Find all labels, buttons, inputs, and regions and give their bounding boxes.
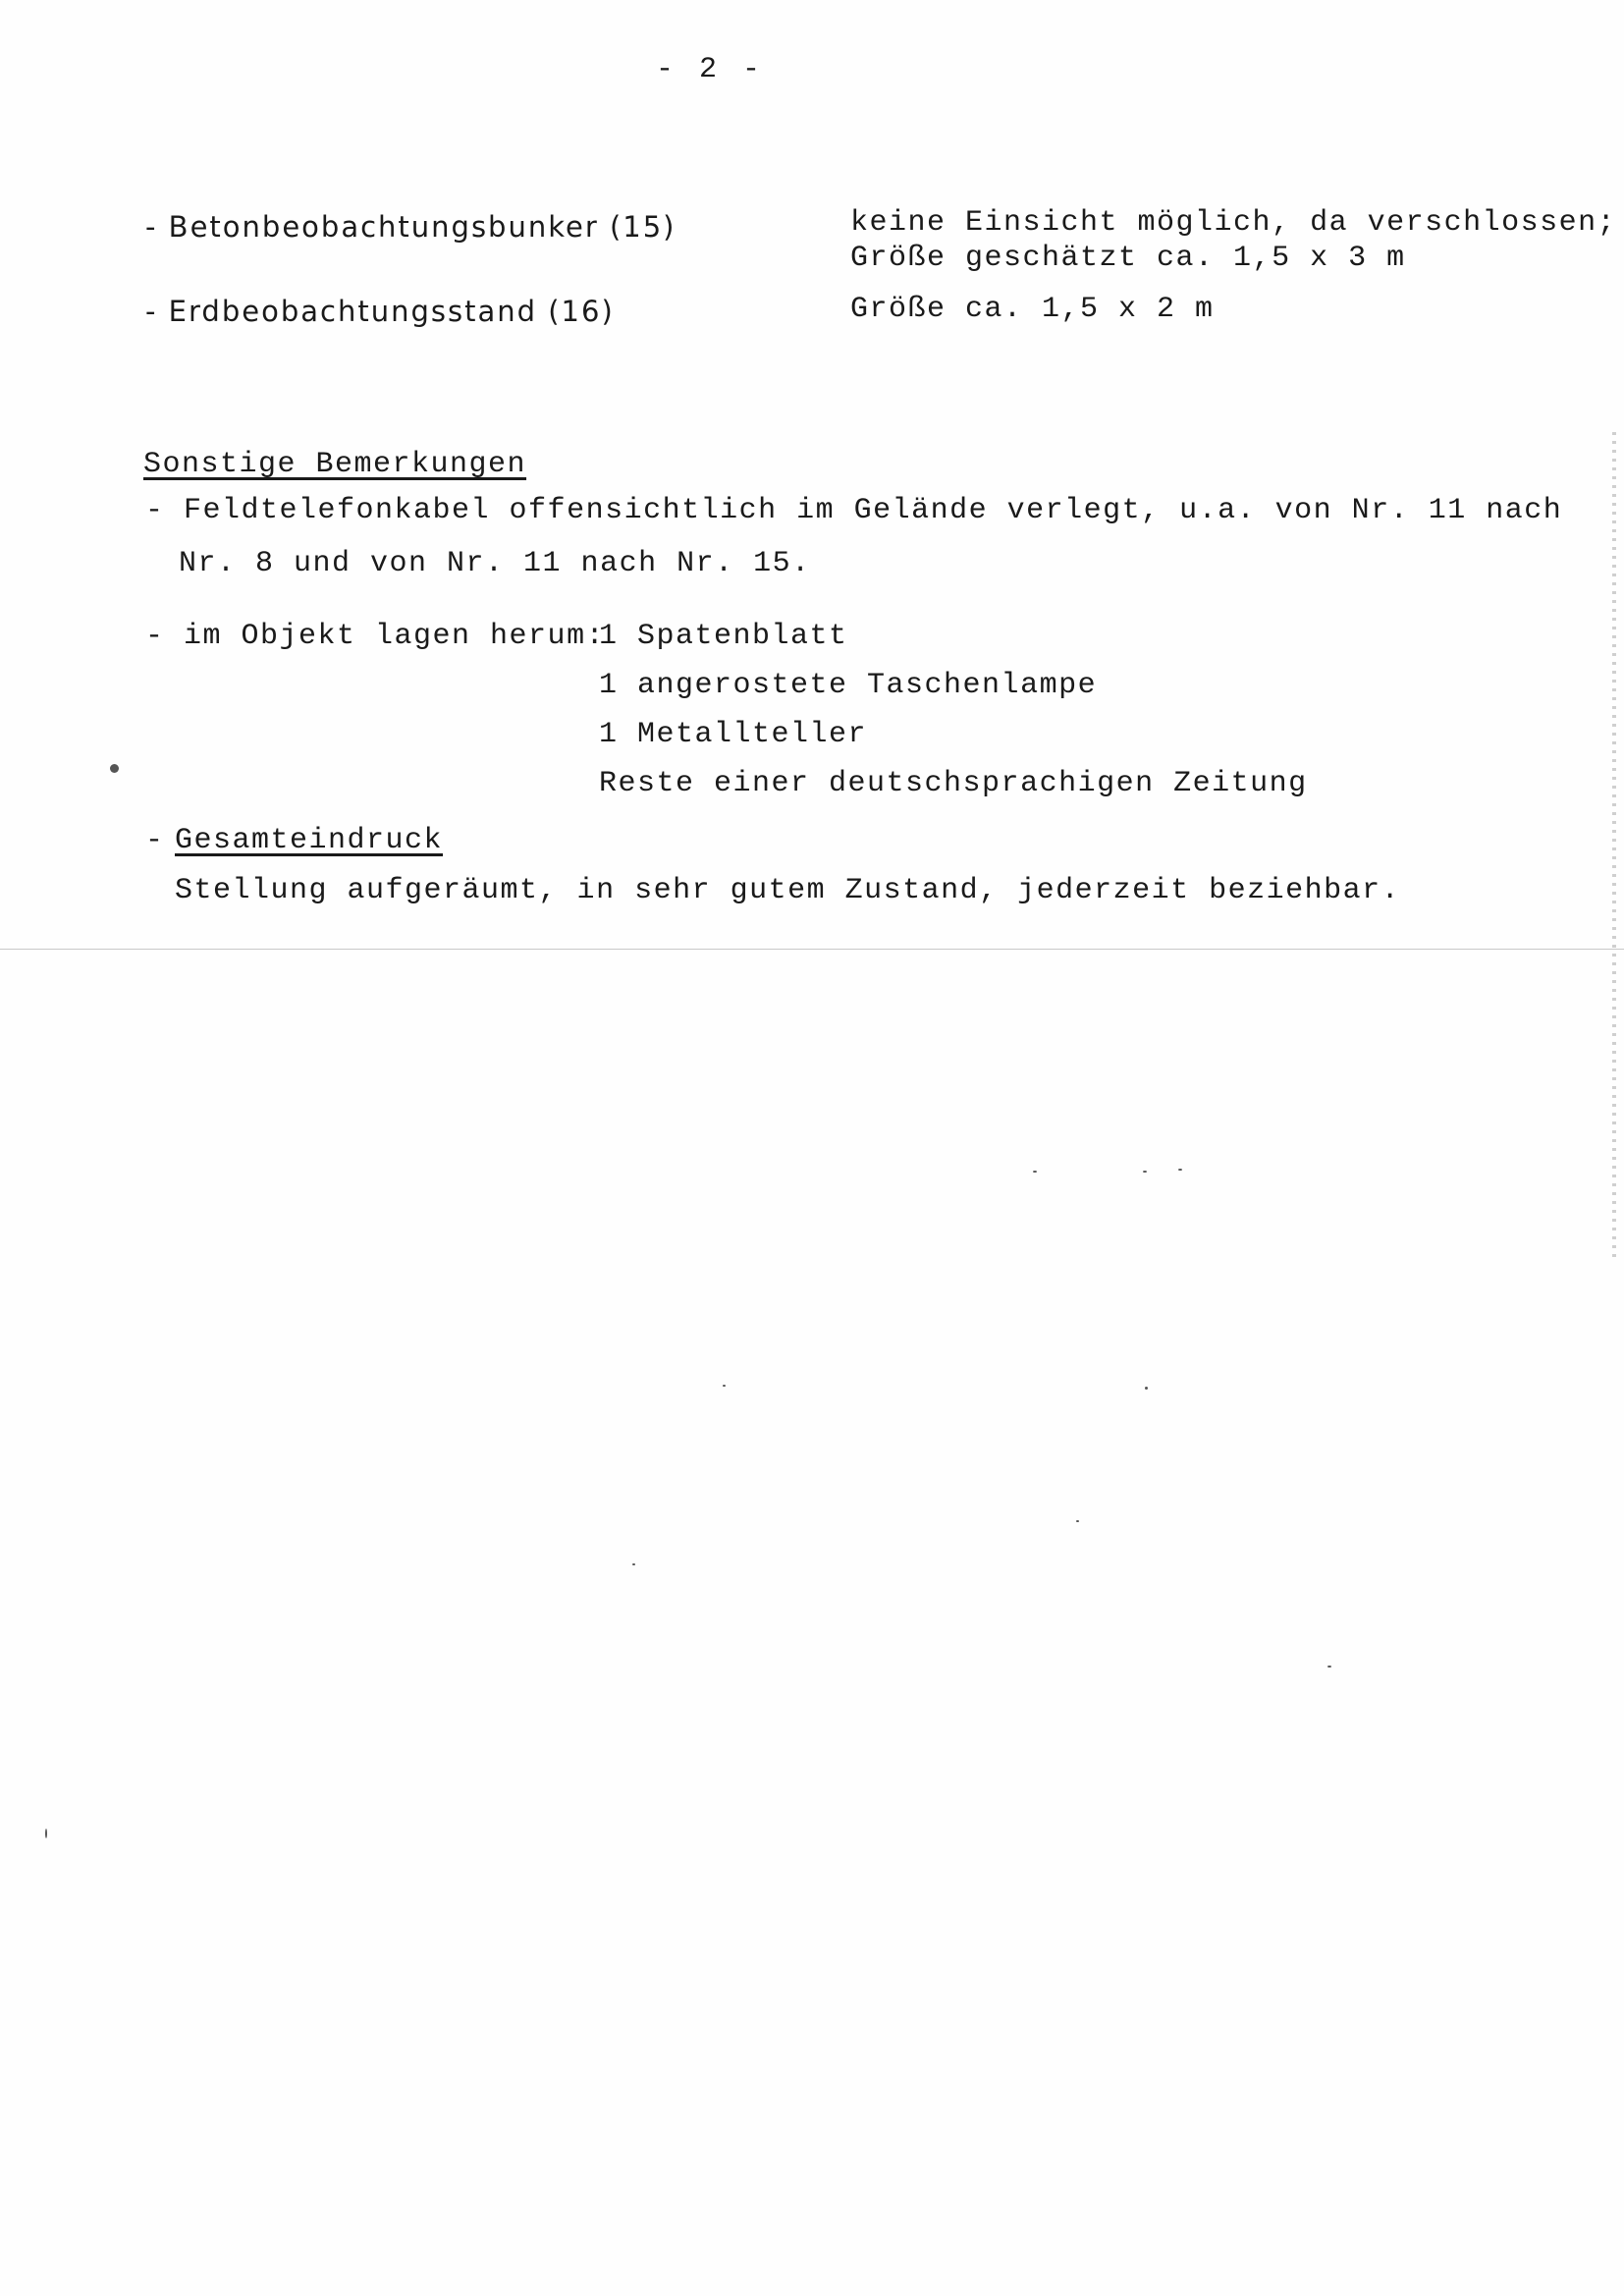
item-detail-beton-bunker-2: Größe geschätzt ca. 1,5 x 3 m	[850, 242, 1406, 275]
scan-edge-noise	[1612, 432, 1616, 1257]
scan-speck	[1327, 1666, 1331, 1667]
found-item-4: Reste einer deutschsprachigen Zeitung	[599, 767, 1308, 800]
scan-speck	[1178, 1169, 1182, 1171]
remarks-heading: Sonstige Bemerkungen	[143, 448, 527, 481]
scan-speck	[1145, 1387, 1148, 1390]
remarks-cable-line-2: Nr. 8 und von Nr. 11 nach Nr. 15.	[179, 547, 811, 580]
overall-text: Stellung aufgeräumt, in sehr gutem Zustand, jederzeit beziehbar.	[175, 874, 1401, 907]
item-label-erd-stand: - Erdbeobachtungsstand (16)	[145, 295, 615, 328]
item-detail-beton-bunker-1: keine Einsicht möglich, da verschlossen;	[850, 206, 1617, 240]
scan-speck	[1033, 1171, 1037, 1173]
scan-speck	[45, 1829, 47, 1838]
found-item-2: 1 angerostete Taschenlampe	[599, 669, 1098, 702]
overall-heading: Gesamteindruck	[175, 824, 444, 857]
remarks-cable-line-1: - Feldtelefonkabel offensichtlich im Gelände verlegt, u.a. von Nr. 11 nach	[145, 494, 1563, 527]
overall-dash: -	[145, 824, 165, 857]
scan-speck	[110, 764, 119, 773]
found-item-3: 1 Metallteller	[599, 718, 868, 751]
scan-speck	[723, 1385, 726, 1387]
remarks-found-intro: - im Objekt lagen herum:	[145, 620, 606, 653]
item-label-beton-bunker: - Betonbeobachtungsbunker (15)	[145, 210, 677, 244]
item-detail-erd-stand-1: Größe ca. 1,5 x 2 m	[850, 293, 1215, 326]
scan-speck	[632, 1563, 635, 1565]
scan-speck	[1076, 1520, 1079, 1522]
fold-line	[0, 949, 1624, 950]
found-item-1: 1 Spatenblatt	[599, 620, 848, 653]
scan-speck	[1143, 1171, 1147, 1173]
page-number: - 2 -	[656, 53, 765, 86]
